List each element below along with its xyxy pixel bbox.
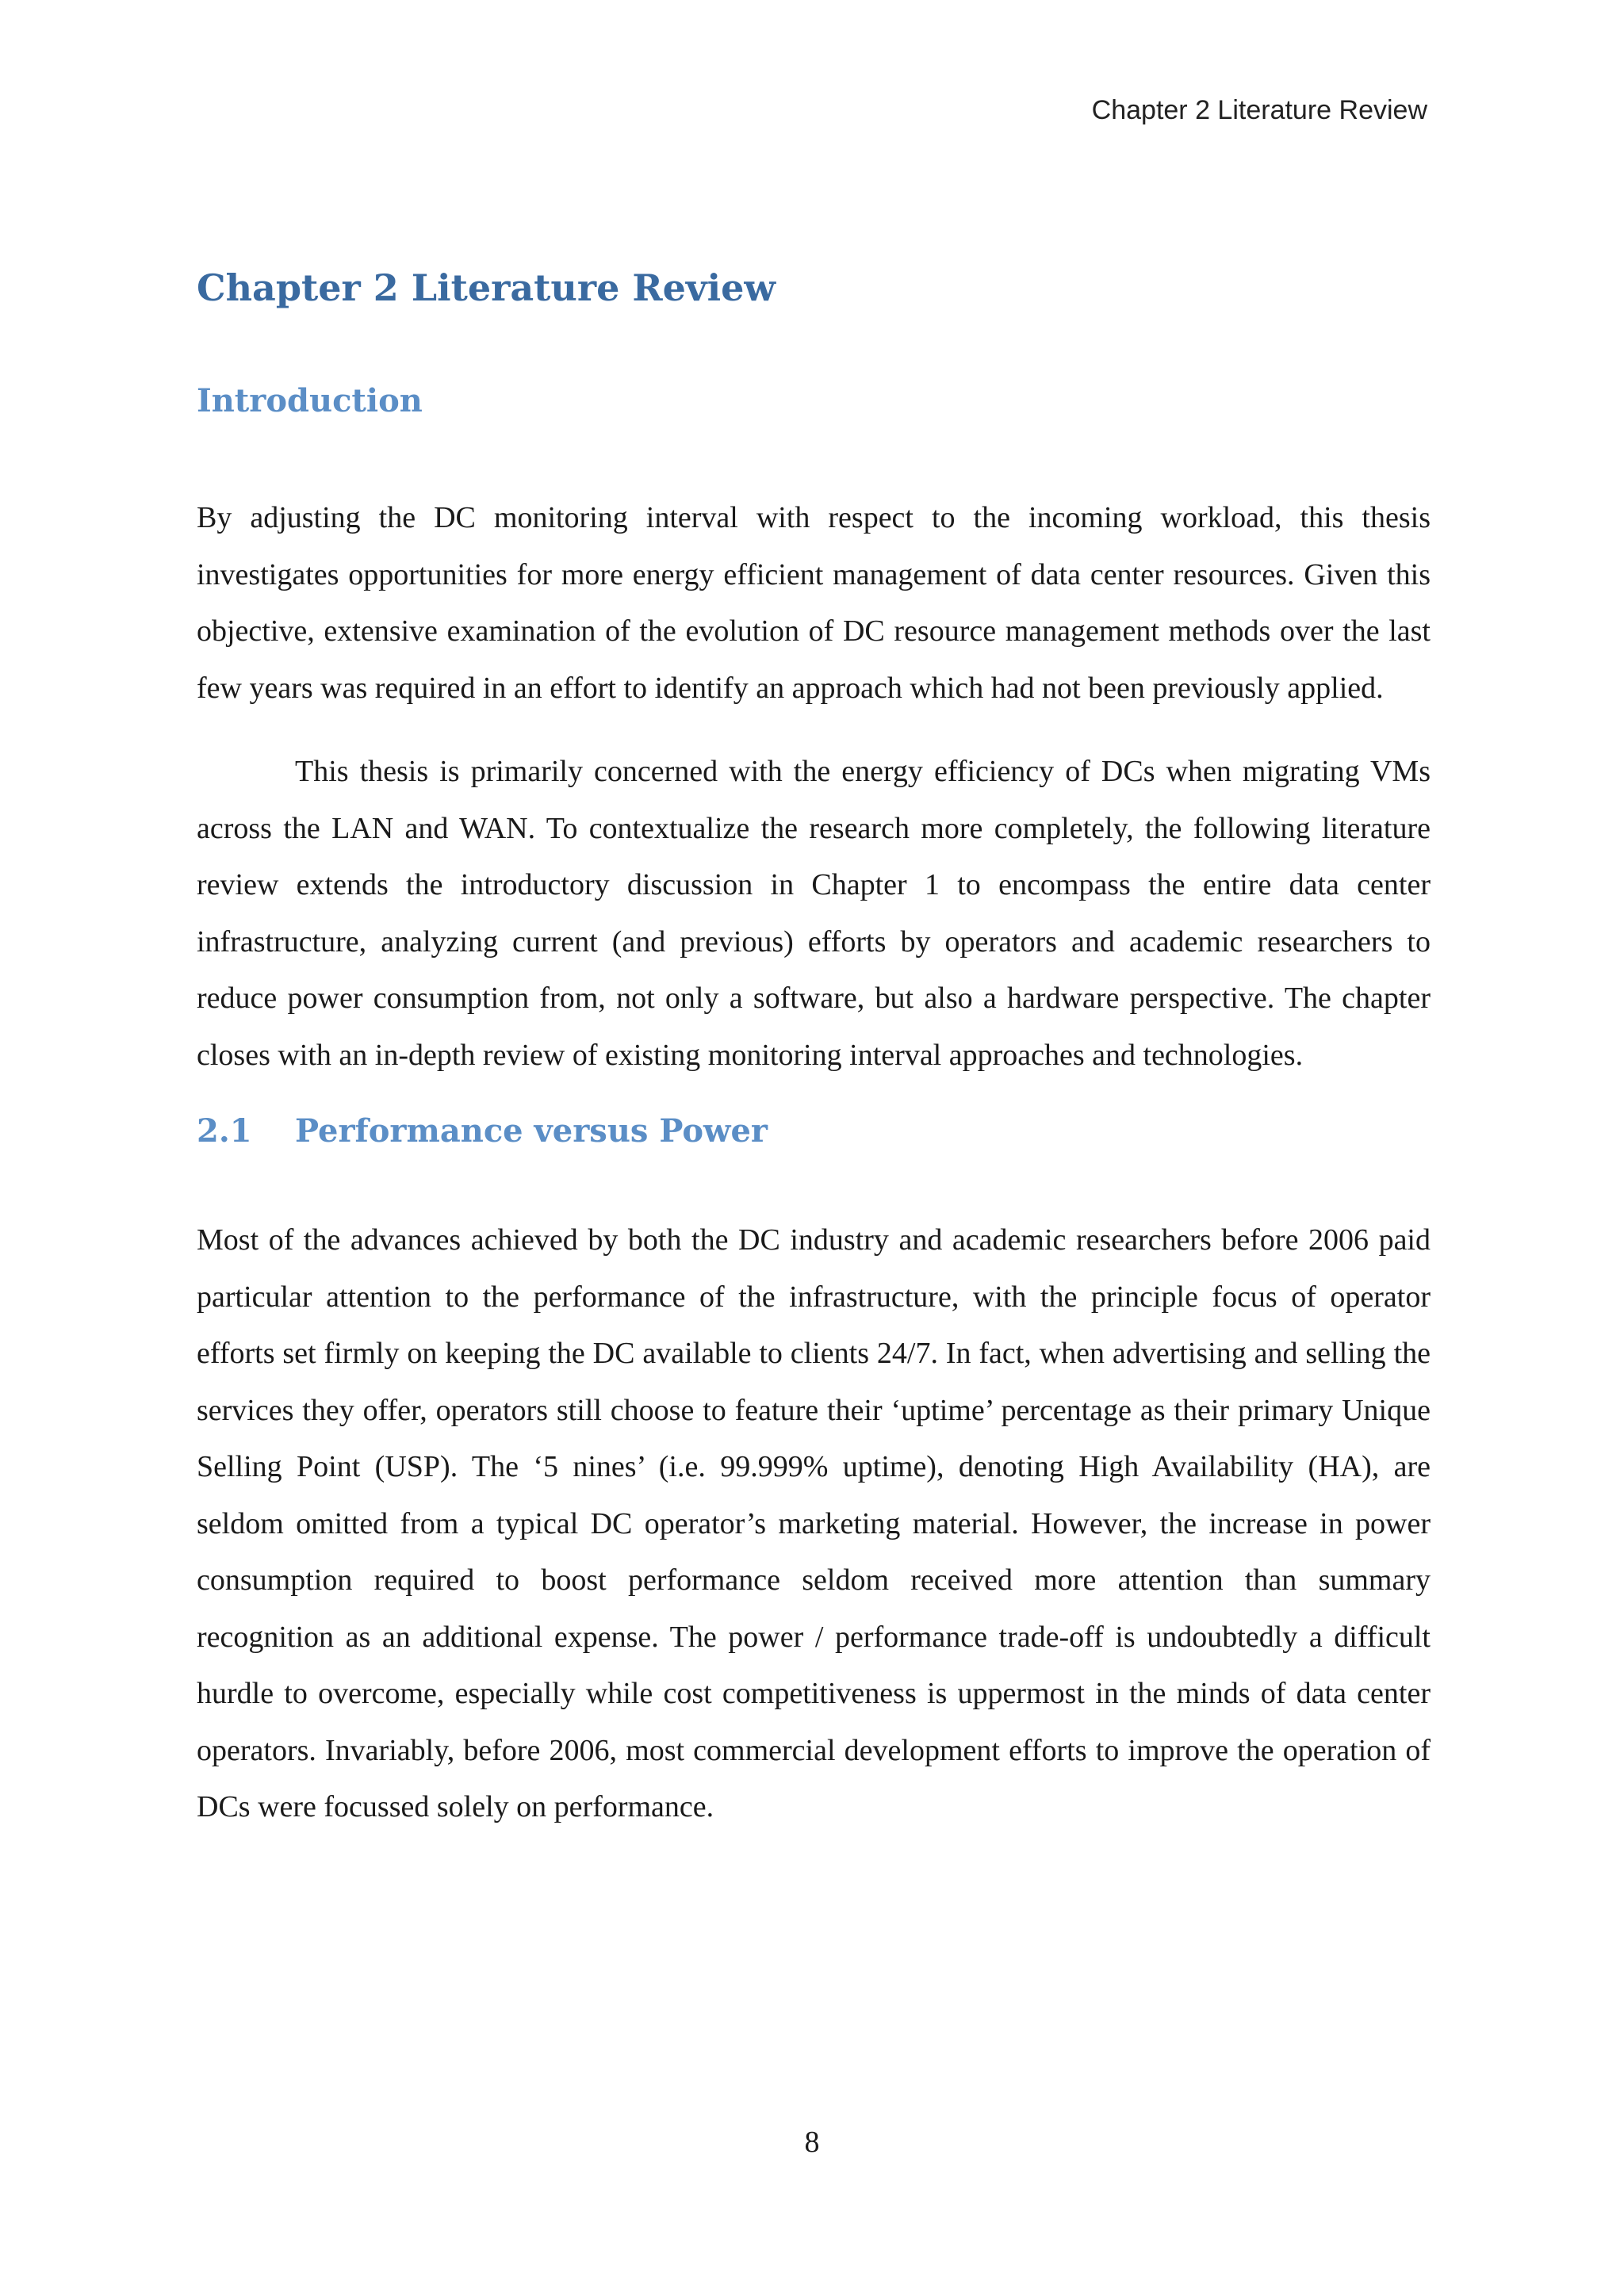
chapter-title: Chapter 2 Literature Review bbox=[197, 266, 776, 309]
intro-paragraph-1: By adjusting the DC monitoring interval with respect to the incoming workload, this thesis investigates opportunities for more energy efficient management of data center resources. Given this objective, extensive examination of the evolution of DC resource management methods over the last few years was required in an effort to identify an approach which had not been previously applied. bbox=[197, 501, 1431, 705]
page-content bbox=[197, 252, 1431, 1836]
section-2-1-paragraph-1: Most of the advances achieved by both the DC industry and academic researchers before 2006 paid particular attention to the performance of the infrastructure, with the principle focus of operator efforts set firmly on keeping the DC available to clients 24/7. In fact, when advertising and selling the services they offer, operators still choose to feature their ‘uptime’ percentage as their primary Unique Selling Point (USP). The ‘5 nines’ (i.e. 99.999% uptime), denoting High Availability (HA), are seldom omitted from a typical DC operator’s marketing material. However, the increase in power consumption required to boost performance seldom received more attention than summary recognition as an additional expense. The power / performance trade-off is undoubtedly a difficult hurdle to overcome, especially while cost competitiveness is uppermost in the minds of data center operators. Invariably, before 2006, most commercial development efforts to improve the operation of DCs were focussed solely on performance. bbox=[197, 1223, 1431, 1823]
section-title-text: Performance versus Power bbox=[295, 1112, 768, 1150]
section-heading-2-1 bbox=[197, 1100, 1431, 1163]
running-header: Chapter 2 Literature Review bbox=[1091, 95, 1427, 125]
intro-paragraph-2: This thesis is primarily concerned with the energy efficiency of DCs when migrating VMs across the LAN and WAN. To contextualize the research more completely, the following literature review extends the introductory discussion in Chapter 1 to encompass the entire data center infrastructure, analyzing current (and previous) efforts by operators and academic researchers to reduce power consumption from, not only a software, but also a hardware perspective. The chapter closes with an in-depth review of existing monitoring interval approaches and technologies. bbox=[197, 755, 1431, 1072]
page-number: 8 bbox=[804, 2126, 820, 2159]
introduction-heading: Introduction bbox=[197, 382, 423, 419]
section-number: 2.1 bbox=[197, 1112, 252, 1150]
